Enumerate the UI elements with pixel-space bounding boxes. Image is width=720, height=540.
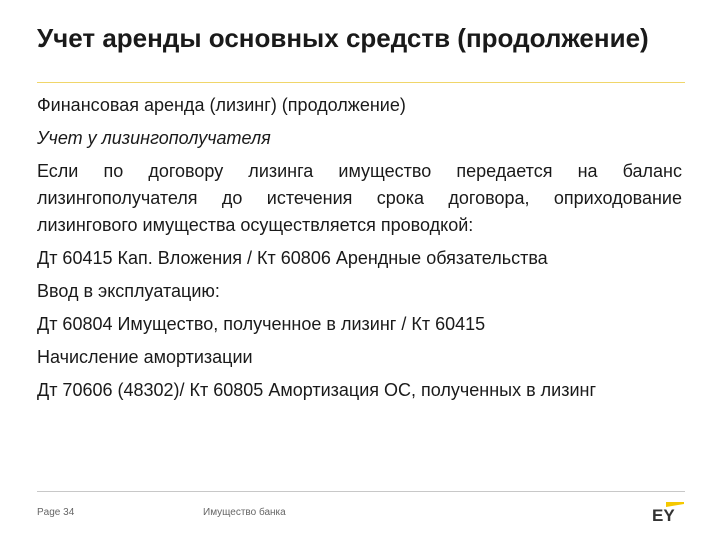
body-paragraph: Если по договору лизинга имущество передается на баланс лизингополучателя до истечения срока договора, оприходование лизингового имущества осуществляется проводкой: [37, 161, 682, 235]
footer-text: Имущество банка [203, 507, 286, 518]
accounting-entry: Дт 60415 Кап. Вложения / Кт 60806 Арендные обязательства [37, 248, 548, 268]
title-divider [37, 82, 685, 83]
ey-logo-text: EY [652, 506, 675, 522]
footer-divider [37, 491, 685, 492]
body-paragraph: Начисление амортизации [37, 347, 253, 367]
section-heading: Финансовая аренда (лизинг) (продолжение) [37, 95, 406, 115]
accounting-entry: Дт 70606 (48302)/ Кт 60805 Амортизация ОС, полученных в лизинг [37, 380, 597, 400]
slide-title: Учет аренды основных средств (продолжение) [37, 23, 649, 53]
slide-content [37, 92, 682, 410]
subsection-heading: Учет у лизингополучателя [37, 128, 271, 148]
page-number: Page 34 [37, 507, 75, 518]
ey-logo-icon [652, 502, 684, 522]
body-paragraph: Ввод в эксплуатацию: [37, 281, 220, 301]
accounting-entry: Дт 60804 Имущество, полученное в лизинг / Кт 60415 [37, 314, 486, 334]
